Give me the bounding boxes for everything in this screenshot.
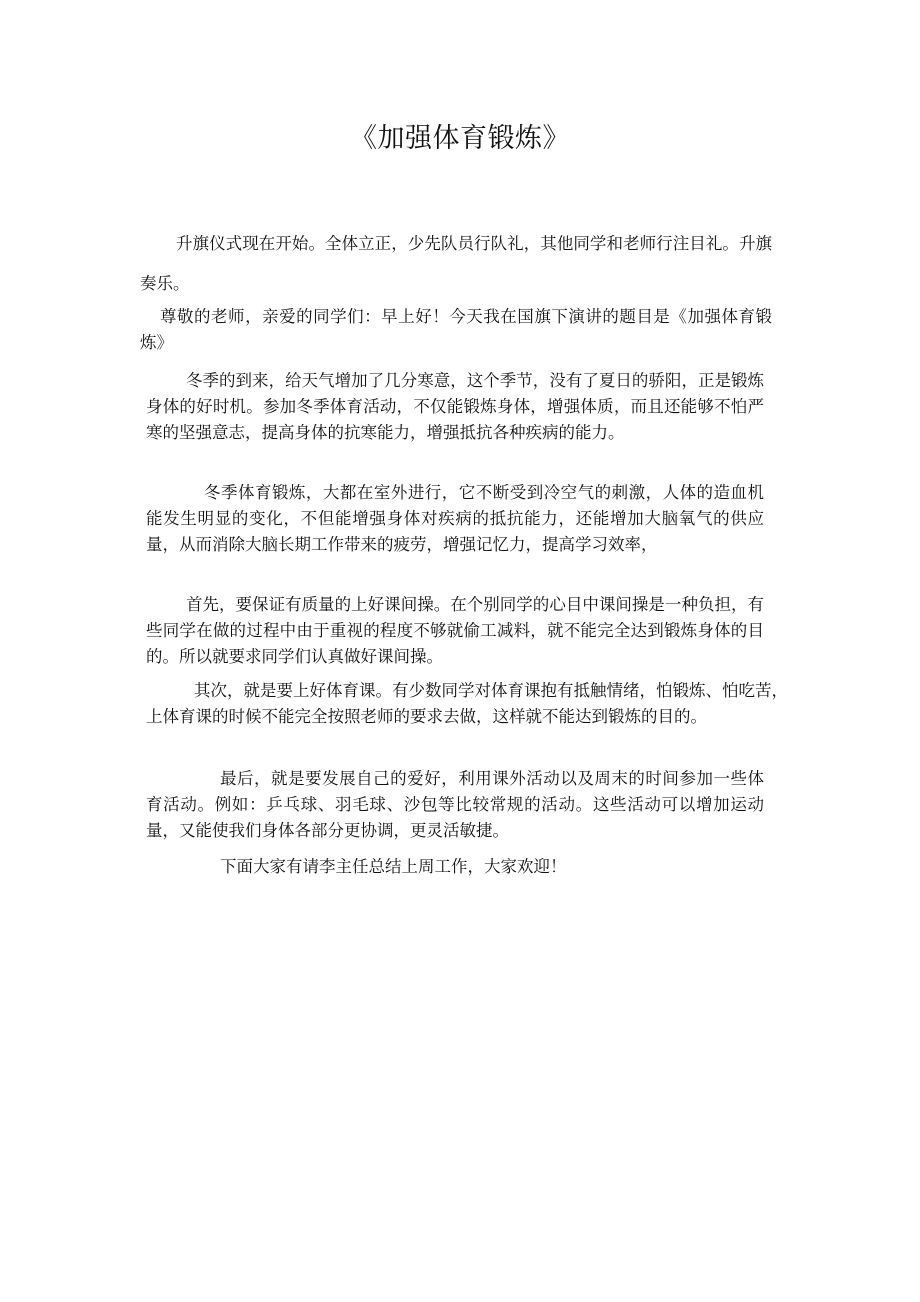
document-title: 《加强体育锻炼》 xyxy=(350,123,570,154)
paragraph-last-hobbies: 最后，就是要发展自己的爱好，利用课外活动以及周末的时间参加一些体育活动。例如：乒乓球、羽毛球、沙包等比较常规的活动。这些活动可以增加运动量，又能使我们身体各部分更协调，更灵活敏捷。 xyxy=(146,769,764,840)
paragraph-second-pe-class: 其次，就是要上好体育课。有少数同学对体育课抱有抵触情绪，怕锻炼、怕吃苦，上体育课的时候不能完全按照老师的要求去做，这样就不能达到锻炼的目的。 xyxy=(146,681,788,726)
paragraph-closing: 下面大家有请李主任总结上周工作，大家欢迎！ xyxy=(220,857,567,876)
paragraph-flag-ceremony: 升旗仪式现在开始。全体立正，少先队员行队礼，其他同学和老师行注目礼。升旗奏乐。 xyxy=(140,234,772,293)
paragraph-winter-season: 冬季的到来，给天气增加了几分寒意，这个季节，没有了夏日的骄阳，正是锻炼身体的好时机。参加冬季体育活动，不仅能锻炼身体，增强体质，而且还能够不怕严寒的坚强意志，提高身体的抗寒能力，增强抵抗各种疾病的能力。 xyxy=(146,371,764,442)
paragraph-first-exercises: 首先，要保证有质量的上好课间操。在个别同学的心目中课间操是一种负担，有些同学在做的过程中由于重视的程度不够就偷工减料，就不能完全达到锻炼身体的目的。所以就要求同学们认真做好课间操。 xyxy=(146,595,764,666)
paragraph-greeting: 尊敬的老师，亲爱的同学们：早上好！今天我在国旗下演讲的题目是《加强体育锻炼》 xyxy=(140,307,772,352)
paragraph-winter-exercise-benefits: 冬季体育锻炼，大都在室外进行，它不断受到冷空气的刺激，人体的造血机能发生明显的变化，不但能增强身体对疾病的抵抗能力，还能增加大脑氧气的供应量，从而消除大脑长期工作带来的疲劳，增强记忆力，提高学习效率， xyxy=(146,483,764,554)
